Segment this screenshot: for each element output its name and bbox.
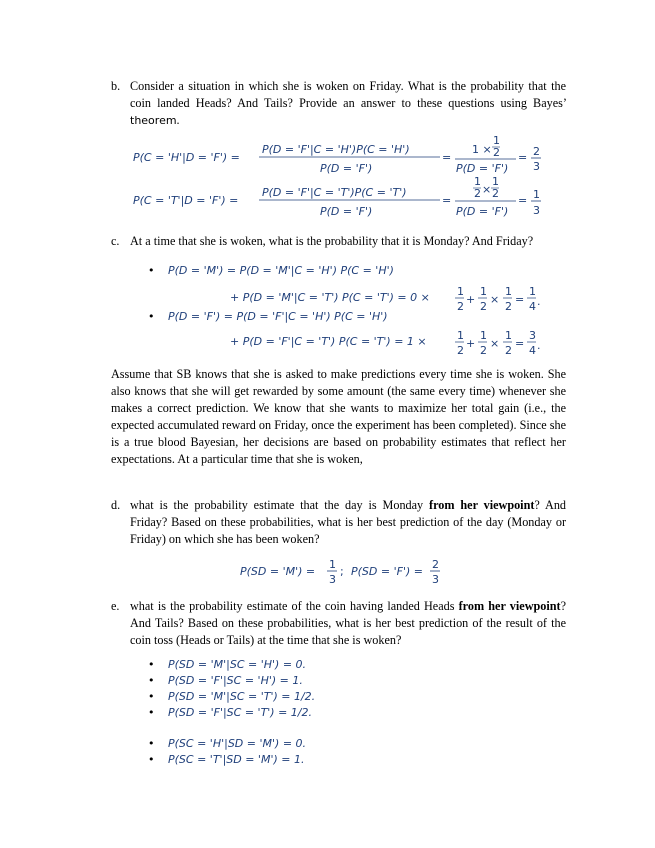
- m-f1-num: 1: [457, 285, 464, 298]
- question-b-text: [130, 78, 566, 129]
- f-plus: +: [466, 337, 476, 350]
- bullet: •: [148, 658, 155, 671]
- list-item-text: P(SD = 'F'|SC = 'H') = 1.: [168, 674, 303, 687]
- m-f4-den: 4: [529, 300, 536, 313]
- psd-monday-den: 3: [329, 573, 336, 586]
- eq1-result-den: 3: [533, 160, 540, 173]
- bullet: •: [148, 753, 155, 766]
- eq2-frac-a-den: 2: [474, 187, 481, 200]
- monday-line-2: + P(D = 'M'|C = 'T') P(C = 'T') = 0 ×: [230, 291, 430, 304]
- assumption-paragraph: Assume that SB knows that she is asked to make predictions every time she is woken. She also knows that she will get rewarded by some amount (the same every time) whenever she makes a correct prediction. We know that she wants to maximize her total gain (i.e., the expected accumulated reward on Friday, once the experiment has been completed). Since she is a true blood Bayesian, her decisions are based on probability estimates that reflect her expectations. At a particular time that she is woken,: [111, 367, 566, 466]
- question-b-label: b.: [111, 79, 121, 93]
- eq1-result-equals: =: [518, 151, 528, 164]
- f-f3-den: 2: [505, 344, 512, 356]
- bullet: •: [148, 690, 155, 703]
- f-f2-num: 1: [480, 329, 487, 342]
- friday-line-1: P(D = 'F') = P(D = 'F'|C = 'H') P(C = 'H'): [168, 310, 388, 323]
- psd-friday-num: 2: [432, 558, 439, 571]
- bullet-monday: •: [148, 264, 155, 277]
- friday-line-2: + P(D = 'F'|C = 'T') P(C = 'T') = 1 ×: [230, 335, 427, 348]
- question-d-bold: from her viewpoint: [429, 498, 535, 512]
- eq2-right-denominator: P(D = 'F'): [456, 205, 509, 218]
- question-b-text-3: .: [176, 113, 180, 127]
- f-f2-den: 2: [480, 344, 487, 356]
- bullet-friday: •: [148, 310, 155, 323]
- m-times: ×: [490, 293, 500, 306]
- psd-separator: ;: [340, 565, 344, 578]
- bullet: •: [148, 706, 155, 719]
- m-f1-den: 2: [457, 300, 464, 313]
- question-e-label: e.: [111, 599, 120, 613]
- m-eq: =: [515, 293, 525, 306]
- f-eq: =: [515, 337, 525, 350]
- eq2-result-equals: =: [518, 194, 528, 207]
- psd-monday-num: 1: [329, 558, 336, 571]
- question-d-text-1: what is the probability estimate that the day is Monday: [130, 498, 424, 512]
- list-item-text: P(SC = 'T'|SD = 'M') = 1.: [168, 753, 305, 766]
- eq1-right-numerator: 1 ×: [472, 143, 492, 156]
- day-probability-equations: [0, 256, 655, 356]
- list-item-text: P(SD = 'F'|SC = 'T') = 1/2.: [168, 706, 313, 719]
- f-end: .: [537, 339, 541, 352]
- eq2-frac-a-num: 1: [474, 175, 481, 188]
- eq1-equals: =: [442, 151, 452, 164]
- eq1-result-num: 2: [533, 145, 540, 158]
- psd-friday: P(SD = 'F') =: [351, 565, 423, 578]
- monday-line-1: P(D = 'M') = P(D = 'M'|C = 'H') P(C = 'H'): [168, 264, 394, 277]
- m-plus: +: [466, 293, 476, 306]
- eq2-frac-b-num: 1: [492, 175, 499, 188]
- list-item-text: P(SC = 'H'|SD = 'M') = 0.: [168, 737, 307, 750]
- eq2-times: ×: [482, 183, 492, 196]
- eq1-denominator: P(D = 'F'): [320, 162, 373, 175]
- m-f2-num: 1: [480, 285, 487, 298]
- eq1-half-den: 2: [493, 146, 500, 159]
- bullet: •: [148, 737, 155, 750]
- eq2-lhs: P(C = 'T'|D = 'F') =: [133, 194, 239, 207]
- bullet: •: [148, 674, 155, 687]
- m-end: .: [537, 295, 541, 308]
- m-f4-num: 1: [529, 285, 536, 298]
- m-f3-num: 1: [505, 285, 512, 298]
- question-c-label: c.: [111, 234, 120, 248]
- f-f1-den: 2: [457, 344, 464, 356]
- viewpoint-day-equation: [0, 552, 655, 588]
- question-b-text-1: Consider a situation in which she is woken on Friday. What is the probability that the coin landed Heads? And Tails? Provide an answer to these questions using Bayes’: [130, 79, 566, 110]
- m-f2-den: 2: [480, 300, 487, 313]
- list-item-text: P(SD = 'M'|SC = 'H') = 0.: [168, 658, 307, 671]
- eq1-half-num: 1: [493, 134, 500, 147]
- eq2-result-den: 3: [533, 204, 540, 217]
- psd-friday-den: 3: [432, 573, 439, 586]
- eq2-denominator: P(D = 'F'): [320, 205, 373, 218]
- eq1-numerator: P(D = 'F'|C = 'H')P(C = 'H'): [262, 143, 410, 156]
- eq2-equals: =: [442, 194, 452, 207]
- f-f3-num: 1: [505, 329, 512, 342]
- question-e-text-2: ? And Tails? Based on these probabilities, what is her best prediction of the result of the coin toss (Heads or Tails) at the time that she is woken?: [130, 599, 567, 647]
- f-f4-num: 3: [529, 329, 536, 342]
- question-d-label: d.: [111, 498, 121, 512]
- m-f3-den: 2: [505, 300, 512, 313]
- question-d-text-2: ? And Friday? Based on these probabilities, what is her best prediction of the day (Monday or Friday) on which she has been woken?: [130, 498, 567, 546]
- list-item-text: P(SD = 'M'|SC = 'T') = 1/2.: [168, 690, 316, 703]
- question-e-bold: from her viewpoint: [458, 599, 561, 613]
- eq1-lhs: P(C = 'H'|D = 'F') =: [133, 151, 240, 164]
- psd-monday: P(SD = 'M') =: [240, 565, 316, 578]
- question-c-text: At a time that she is woken, what is the probability that it is Monday? And Friday?: [130, 234, 534, 248]
- eq1-right-denominator: P(D = 'F'): [456, 162, 509, 175]
- eq2-frac-b-den: 2: [492, 187, 499, 200]
- eq2-result-num: 1: [533, 188, 540, 201]
- question-e-text-1: what is the probability estimate of the coin having landed Heads: [130, 599, 455, 613]
- f-f1-num: 1: [457, 329, 464, 342]
- question-e-text: [130, 598, 566, 649]
- bayes-equations: [0, 130, 655, 222]
- question-b-text-2: theorem: [130, 114, 177, 127]
- f-f4-den: 4: [529, 344, 536, 356]
- f-times: ×: [490, 337, 500, 350]
- eq2-numerator: P(D = 'F'|C = 'T')P(C = 'T'): [262, 186, 407, 199]
- question-d-text: [130, 497, 566, 548]
